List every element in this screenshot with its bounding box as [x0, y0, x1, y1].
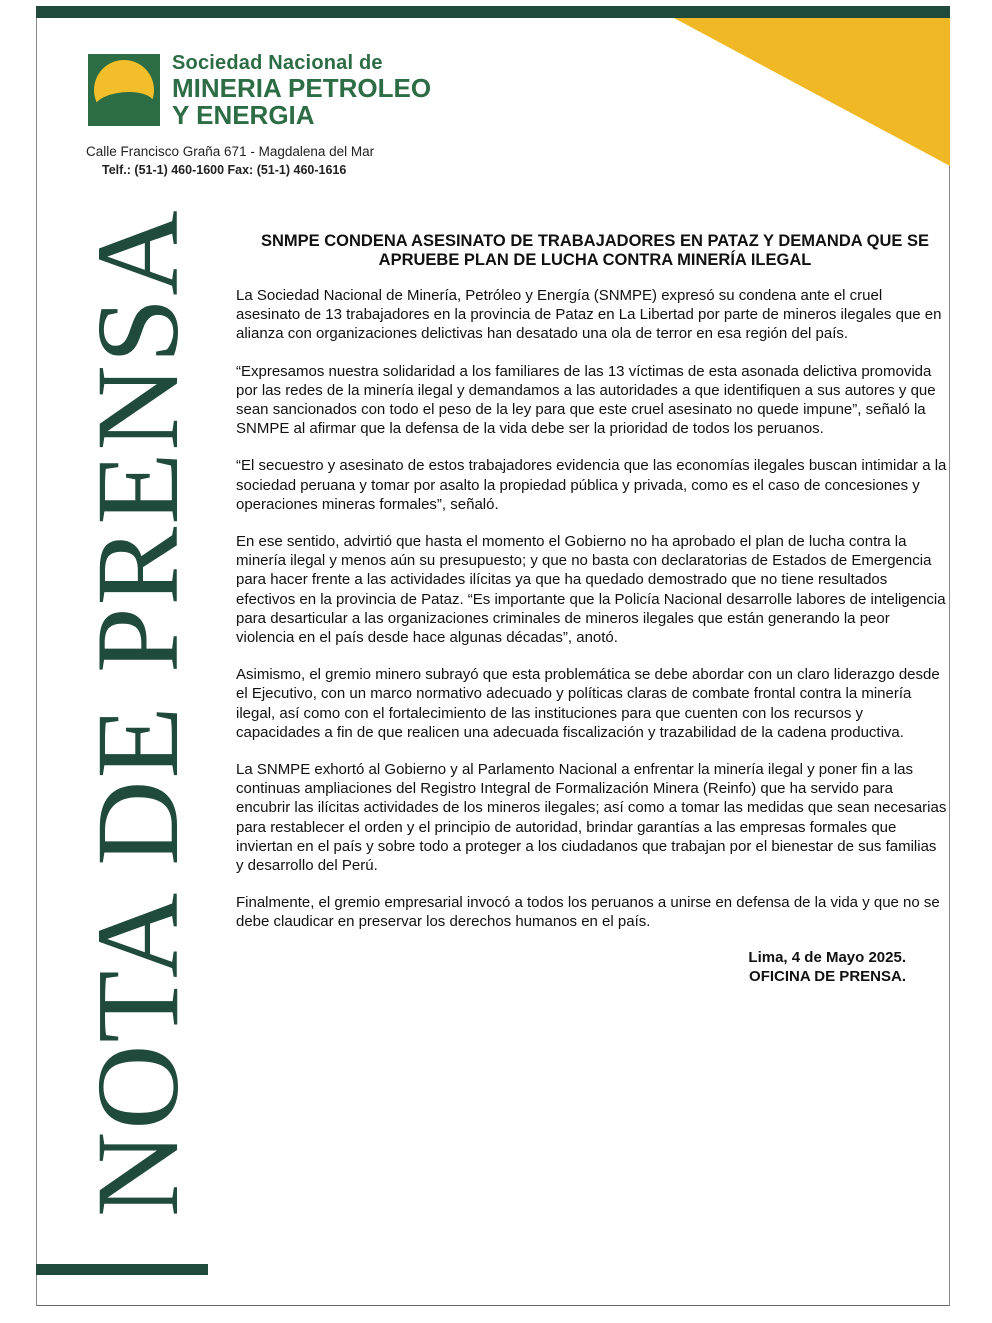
yellow-corner-decoration	[674, 18, 950, 166]
bottom-left-bar	[36, 1264, 208, 1275]
press-release-body	[236, 232, 948, 986]
paragraph-4: En ese sentido, advirtió que hasta el momento el Gobierno no ha aprobado el plan de lucha contra la minería ilegal y menos aún su presupuesto; y que no basta con declaratorias de Estados de Emergencia para hacer frente a las actividades ilícitas ya que ha quedado demostrado que no tiene resultados efectivos en la provincia de Pataz. “Es importante que la Policía Nacional desarrolle labores de inteligencia para desarticular a las organizaciones criminales de mineros ilegales que están generando la peor violencia en el país desde hace algunas décadas”, anotó.	[236, 533, 946, 647]
paragraph-1: La Sociedad Nacional de Minería, Petróleo y Energía (SNMPE) expresó su condena ante el cruel asesinato de 13 trabajadores en la provincia de Pataz en La Libertad por parte de mineros ilegales que en alianza con organizaciones delictivas han desatado una ola de terror en esa región del país.	[236, 287, 942, 343]
snmpe-logo-icon	[88, 54, 160, 126]
side-title-nota-de-prensa: NOTA DE PRENSA	[72, 208, 203, 1217]
top-banner-bar	[36, 6, 950, 18]
paragraph-3: “El secuestro y asesinato de estos trabajadores evidencia que las economías ilegales buscan intimidar a la sociedad peruana y tomar por asalto la propiedad pública y privada, como es el caso de concesiones y operaciones mineras formales”, señaló.	[236, 457, 947, 513]
org-name-line1: Sociedad Nacional de	[172, 52, 383, 74]
signature-block	[236, 948, 948, 986]
signature-date: Lima, 4 de Mayo 2025.	[748, 948, 906, 966]
org-name-line2: MINERIA PETROLEO	[172, 73, 432, 103]
signature-office: OFICINA DE PRENSA.	[749, 967, 906, 985]
paragraph-2: “Expresamos nuestra solidaridad a los familiares de las 13 víctimas de esta asonada delictiva promovida por las redes de la minería ilegal y demandamos a las autoridades a que identifiquen a sus autores y que sean sancionados con todo el peso de la ley para que este cruel asesinato no quede impune”, señaló la SNMPE al afirmar que la defensa de la vida debe ser la prioridad de todos los peruanos.	[236, 362, 936, 438]
logo-hill-shape	[94, 92, 154, 120]
address-line: Calle Francisco Graña 671 - Magdalena del Mar	[86, 144, 375, 159]
phone-fax-line: Telf.: (51-1) 460-1600 Fax: (51-1) 460-1616	[102, 163, 347, 177]
contact-block	[86, 142, 374, 180]
paragraph-5: Asimismo, el gremio minero subrayó que esta problemática se debe abordar con un claro liderazgo desde el Ejecutivo, con un marco normativo adecuado y políticas claras de combate frontal contra la minería ilegal, así como con el fortalecimiento de las instituciones para que cuenten con los recursos y capacidades a fin de que realicen una adecuada fiscalización y trazabilidad de la cadena productiva.	[236, 666, 940, 741]
organization-name	[172, 52, 431, 129]
side-title-area	[48, 208, 228, 1217]
org-name-line3: Y ENERGIA	[172, 100, 315, 130]
headline: SNMPE CONDENA ASESINATO DE TRABAJADORES EN PATAZ Y DEMANDA QUE SE APRUEBE PLAN DE LUCHA CONTRA MINERÍA ILEGAL	[260, 232, 930, 269]
paragraph-6: La SNMPE exhortó al Gobierno y al Parlamento Nacional a enfrentar la minería ilegal y poner fin a las continuas ampliaciones del Registro Integral de Formalización Minera (Reinfo) que ha servido para encubrir las ilícitas actividades de los mineros ilegales; así como a tomar las medidas que sean necesarias para restablecer el orden y el principio de autoridad, brindar garantías a las empresas formales que inviertan en el país y sobre todo a proteger a los ciudadanos que trabajan por el bienestar de sus familias y desarrollo del Perú.	[236, 761, 947, 875]
paragraph-7: Finalmente, el gremio empresarial invocó a todos los peruanos a unirse en defensa de la vida y que no se debe claudicar en preservar los derechos humanos en el país.	[236, 894, 940, 931]
